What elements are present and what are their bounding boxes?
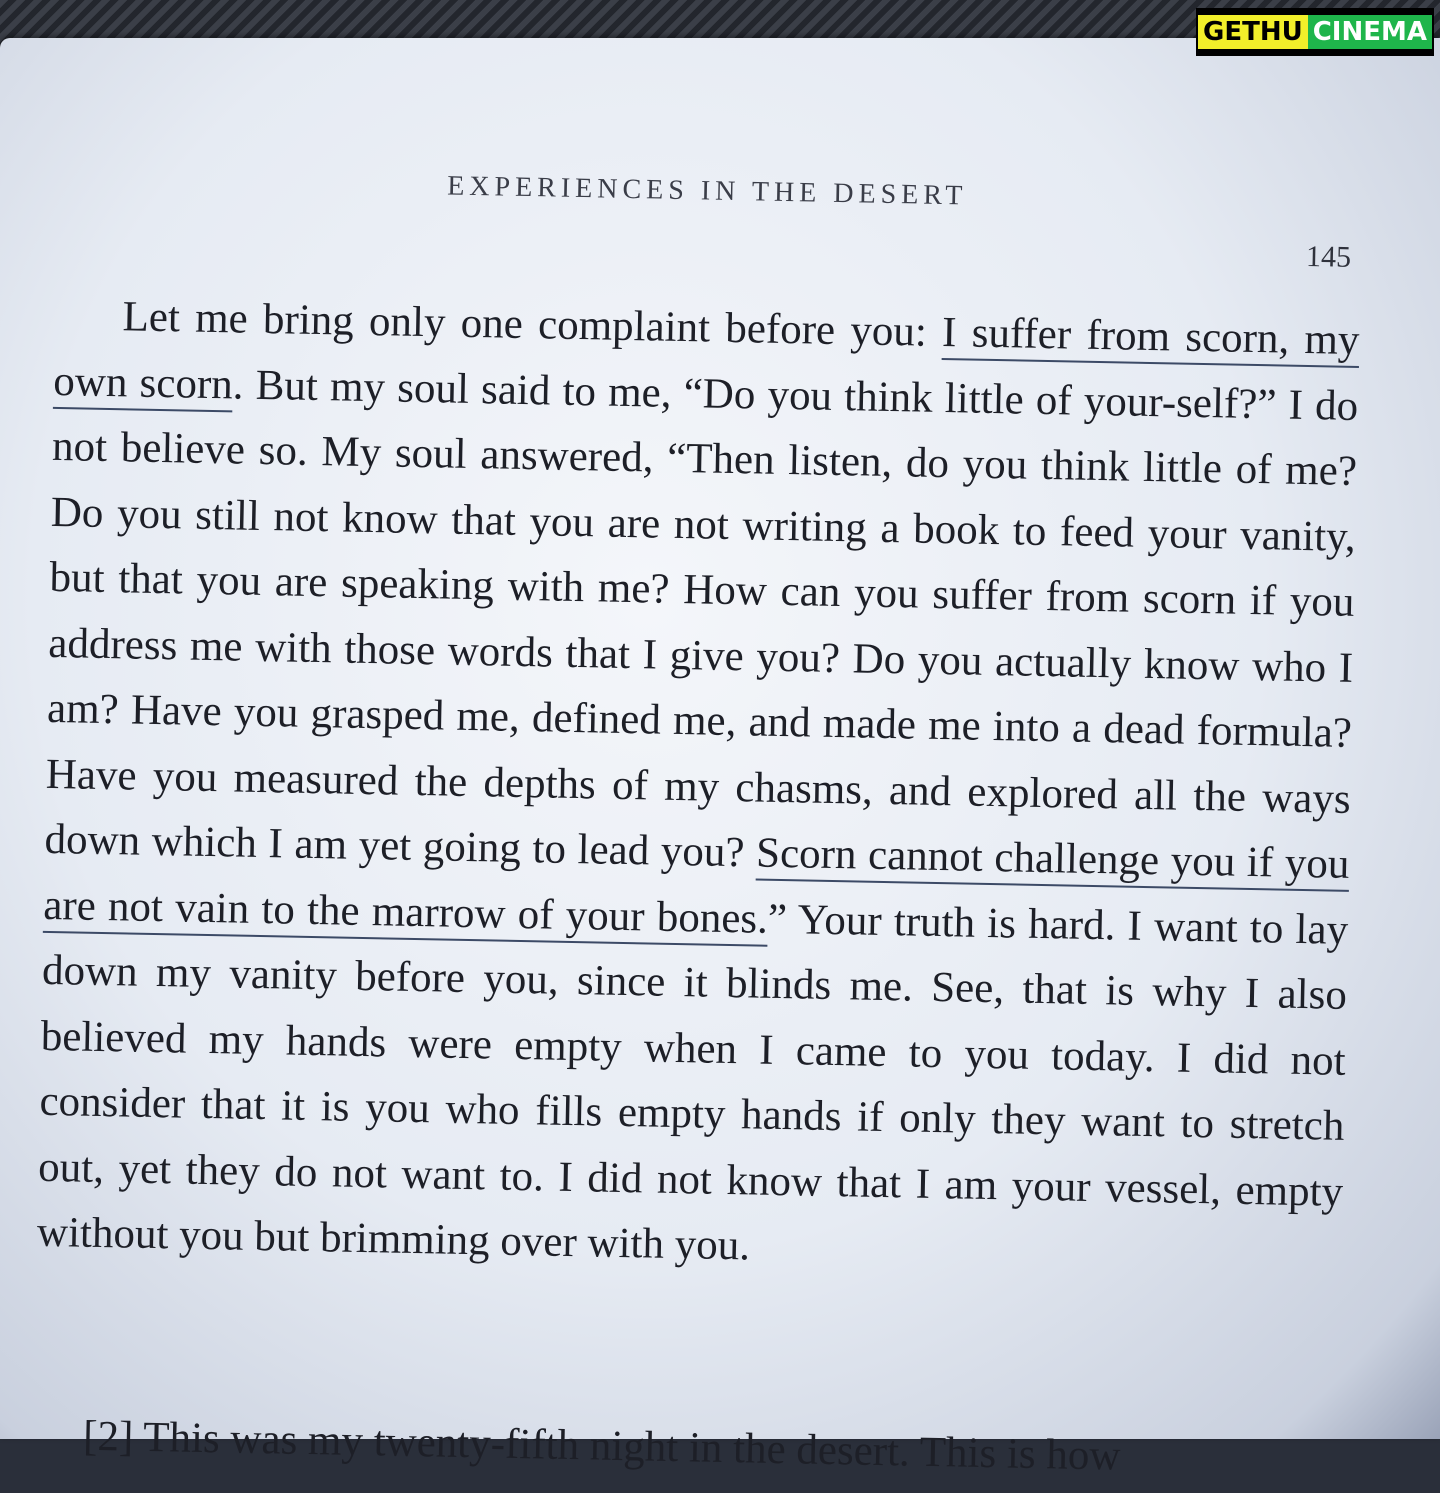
paragraph [36,283,1360,1290]
text-segment: Let me bring only one complaint before you: [122,293,943,356]
watermark-part-2: CINEMA [1308,15,1432,49]
page-number: 145 [1305,239,1352,274]
page-content [36,38,1375,1480]
text-segment: ” Your truth is hard. I want to lay down my vanity before you, since it blinds me. See, that is why I also believed my hands were empty when I came to you today. I did not consider that it is you who fills empty hands if only they want to stretch out, yet they do not want to. I did not know that I am your vessel, empty without you but brimming over with you. [36,895,1349,1270]
underlined-passage: I suffer from scorn, my own scorn [52,308,1360,408]
watermark-part-1: GETHU [1198,15,1308,49]
text-segment: . But my soul said to me, “Do you think little of your-self?” I do not believe so. My soul answered, “Then listen, do you think little of me? Do you still not know that you are not writing a book to feed your vanity, but that you are speaking with me? How can you suffer from scorn if you address me with those words that I give you? Do you actually know who I am? Have you grasped me, defined me, and made me into a dead formula? Have you measured the depths of my chasms, and explored all the ways down which I am yet going to lead you? [44,360,1359,877]
watermark-logo [1196,8,1434,56]
next-paragraph-partial: [2] This was my twenty-fifth night in the desert. This is how [82,1412,1121,1480]
underlined-passage: Scorn cannot challenge you if you are not vain to the marrow of your bones. [42,829,1350,943]
book-page [0,38,1440,1480]
running-head: EXPERIENCES IN THE DESERT [446,170,968,212]
body-text [36,283,1360,1290]
